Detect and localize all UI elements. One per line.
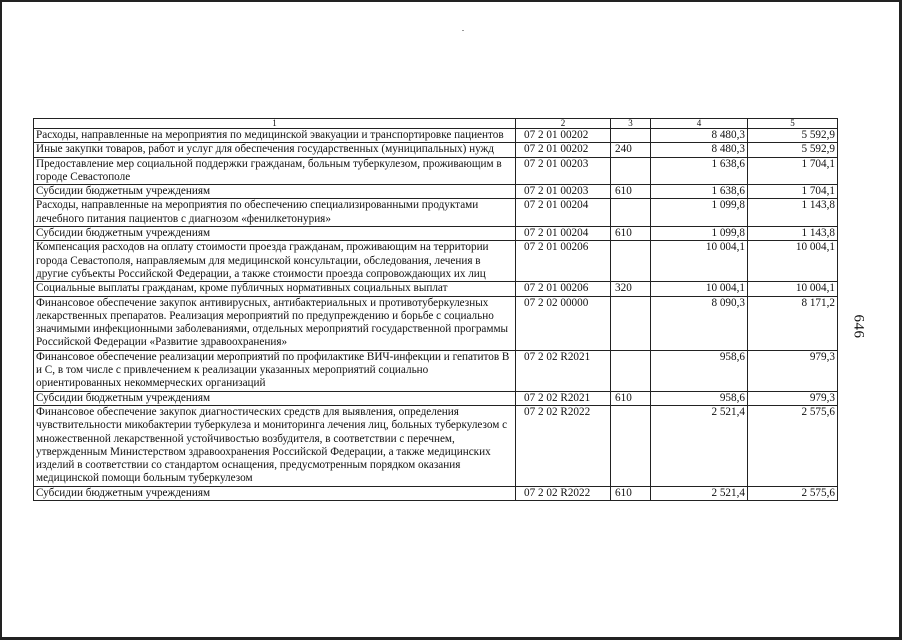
- row-amount-year2-cell: 979,3: [748, 391, 838, 405]
- row-name-cell: Субсидии бюджетным учреждениям: [34, 185, 516, 199]
- row-amount-year2-cell: 8 171,2: [748, 296, 838, 350]
- row-name-cell: Расходы, направленные на мероприятия по медицинской эвакуации и транспортировке пациентов: [34, 129, 516, 143]
- row-code-cell: 07 2 01 00206: [516, 282, 611, 296]
- row-amount-year1-cell: 10 004,1: [651, 282, 748, 296]
- row-expense-type-cell: [611, 350, 651, 391]
- row-expense-type-cell: [611, 296, 651, 350]
- row-expense-type-cell: 240: [611, 143, 651, 157]
- row-name-cell: Расходы, направленные на мероприятия по обеспечению специализированными продуктами лечебного питания пациентов с диагнозом «фенилкетонурия»: [34, 199, 516, 227]
- row-code-cell: 07 2 01 00202: [516, 143, 611, 157]
- row-name-cell: Финансовое обеспечение закупок диагностических средств для выявления, определения чувствительности микобактерии туберкулеза и мониторинга лечения лиц, больных туберкулезом с множественной лекарственной устойчивостью возбудителя, в соответствии с перечнем, утвержденным Министерством здравоохранения Российской Федерации, а также медицинских изделий в соответствии со стандартом оснащения, предусмотренным порядком оказания медицинской помощи больным туберкулезом: [34, 405, 516, 486]
- row-expense-type-cell: 610: [611, 227, 651, 241]
- column-header: 1: [34, 119, 516, 129]
- row-expense-type-cell: [611, 405, 651, 486]
- row-amount-year1-cell: 1 638,6: [651, 185, 748, 199]
- row-name-cell: Финансовое обеспечение закупок антивирусных, антибактериальных и противотуберкулезных лекарственных препаратов. Реализация мероприятий по предупреждению и борьбе с социально значимыми инфекционными заболеваниями, отдельных мероприятий государственной программы Российской Федерации «Развитие здравоохранения»: [34, 296, 516, 350]
- table-body: [34, 129, 838, 501]
- row-amount-year1-cell: 8 480,3: [651, 143, 748, 157]
- row-expense-type-cell: [611, 199, 651, 227]
- header-row: [34, 119, 838, 129]
- table-row: [34, 296, 838, 350]
- table-row: [34, 157, 838, 185]
- row-code-cell: 07 2 02 R2022: [516, 405, 611, 486]
- row-amount-year1-cell: 958,6: [651, 350, 748, 391]
- table-row: [34, 350, 838, 391]
- row-amount-year1-cell: 2 521,4: [651, 486, 748, 500]
- row-amount-year1-cell: 8 480,3: [651, 129, 748, 143]
- row-amount-year1-cell: 2 521,4: [651, 405, 748, 486]
- row-amount-year2-cell: 1 143,8: [748, 199, 838, 227]
- column-header: 4: [651, 119, 748, 129]
- row-expense-type-cell: 610: [611, 391, 651, 405]
- row-expense-type-cell: [611, 241, 651, 282]
- table-row: [34, 227, 838, 241]
- row-amount-year1-cell: 1 638,6: [651, 157, 748, 185]
- row-name-cell: Субсидии бюджетным учреждениям: [34, 391, 516, 405]
- row-name-cell: Социальные выплаты гражданам, кроме публичных нормативных социальных выплат: [34, 282, 516, 296]
- row-expense-type-cell: [611, 129, 651, 143]
- column-header: 2: [516, 119, 611, 129]
- page-number: 646: [850, 314, 867, 339]
- table-row: [34, 282, 838, 296]
- table-row: [34, 241, 838, 282]
- row-code-cell: 07 2 01 00204: [516, 227, 611, 241]
- table-row: [34, 143, 838, 157]
- row-amount-year2-cell: 10 004,1: [748, 282, 838, 296]
- table-row: [34, 486, 838, 500]
- row-code-cell: 07 2 01 00203: [516, 157, 611, 185]
- row-name-cell: Субсидии бюджетным учреждениям: [34, 227, 516, 241]
- row-code-cell: 07 2 02 R2022: [516, 486, 611, 500]
- row-name-cell: Финансовое обеспечение реализации мероприятий по профилактике ВИЧ-инфекции и гепатитов В и С, в том числе с привлечением к реализации указанных мероприятий социально ориентированных некоммерческих организаций: [34, 350, 516, 391]
- row-amount-year2-cell: 5 592,9: [748, 129, 838, 143]
- scan-speck: [462, 30, 464, 31]
- row-expense-type-cell: 610: [611, 486, 651, 500]
- row-amount-year1-cell: 1 099,8: [651, 227, 748, 241]
- row-name-cell: Иные закупки товаров, работ и услуг для обеспечения государственных (муниципальных) нужд: [34, 143, 516, 157]
- table-row: [34, 199, 838, 227]
- row-amount-year2-cell: 1 704,1: [748, 185, 838, 199]
- row-amount-year2-cell: 979,3: [748, 350, 838, 391]
- row-amount-year1-cell: 958,6: [651, 391, 748, 405]
- row-code-cell: 07 2 02 R2021: [516, 391, 611, 405]
- row-amount-year1-cell: 10 004,1: [651, 241, 748, 282]
- table-row: [34, 185, 838, 199]
- scan-top-edge: [0, 0, 902, 2]
- table-row: [34, 391, 838, 405]
- row-code-cell: 07 2 01 00202: [516, 129, 611, 143]
- row-expense-type-cell: 320: [611, 282, 651, 296]
- row-name-cell: Предоставление мер социальной поддержки гражданам, больным туберкулезом, проживающим в городе Севастополе: [34, 157, 516, 185]
- row-code-cell: 07 2 01 00203: [516, 185, 611, 199]
- scan-left-edge: [0, 0, 2, 640]
- row-amount-year1-cell: 8 090,3: [651, 296, 748, 350]
- row-amount-year2-cell: 2 575,6: [748, 405, 838, 486]
- row-name-cell: Субсидии бюджетным учреждениям: [34, 486, 516, 500]
- row-code-cell: 07 2 02 00000: [516, 296, 611, 350]
- table-row: [34, 405, 838, 486]
- column-header: 5: [748, 119, 838, 129]
- row-amount-year2-cell: 1 143,8: [748, 227, 838, 241]
- column-header: 3: [611, 119, 651, 129]
- row-expense-type-cell: [611, 157, 651, 185]
- row-amount-year1-cell: 1 099,8: [651, 199, 748, 227]
- row-amount-year2-cell: 1 704,1: [748, 157, 838, 185]
- row-amount-year2-cell: 5 592,9: [748, 143, 838, 157]
- row-code-cell: 07 2 01 00206: [516, 241, 611, 282]
- row-name-cell: Компенсация расходов на оплату стоимости проезда гражданам, проживающим на территории города Севастополя, направляемым для медицинской консультации, обследования, лечения в другие субъекты Российской Федерации, а также стоимости проезда сопровождающих их лиц: [34, 241, 516, 282]
- row-amount-year2-cell: 10 004,1: [748, 241, 838, 282]
- row-amount-year2-cell: 2 575,6: [748, 486, 838, 500]
- row-expense-type-cell: 610: [611, 185, 651, 199]
- row-code-cell: 07 2 02 R2021: [516, 350, 611, 391]
- budget-table: [33, 118, 838, 501]
- row-code-cell: 07 2 01 00204: [516, 199, 611, 227]
- table-row: [34, 129, 838, 143]
